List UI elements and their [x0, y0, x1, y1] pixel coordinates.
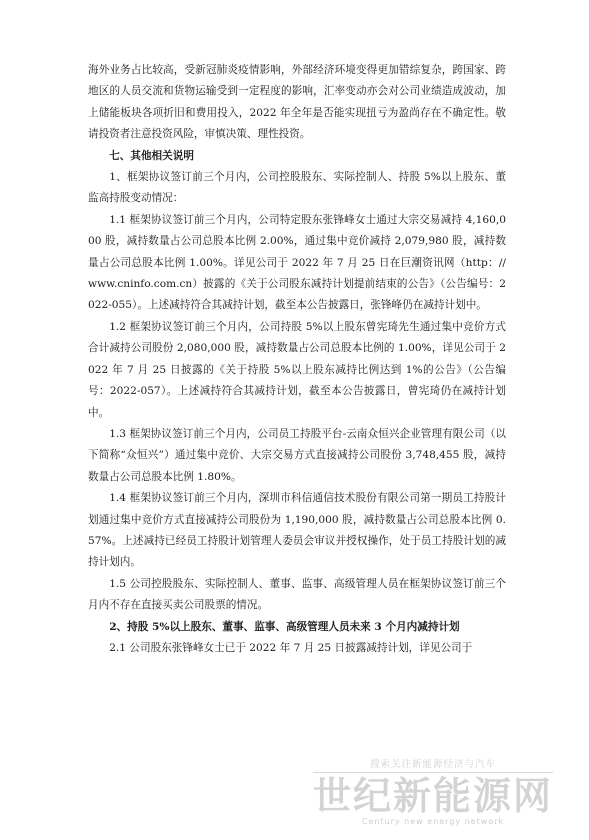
paragraph-item-1: 1、框架协议签订前三个月内，公司控股股东、实际控制人、持股 5%以上股东、董监高持股变动情况：: [88, 171, 506, 205]
paragraph-item-1-5: 1.5 公司控股股东、实际控制人、董事、监事、高级管理人员在框架协议签订前三个月内不存在直接买卖公司股票的情况。: [88, 577, 506, 612]
site-watermark: [313, 756, 553, 826]
paragraph-item-1-1: 1.1 框架协议签订前三个月内，公司特定股东张锋峰女士通过大宗交易减持 4,160,000 股，减持数量占公司总股本比例 2.00%，通过集中竞价减持 2,079,980 股，减持数量占公司总股本比例 1.00%。详见公司于 2022 年 7 月 25 日在巨潮资讯网（http：//www.cninfo.com.cn）披露的《关于公司股东减持计划提前结束的公告》（公告编号：2022-055）。上述减持符合其减持计划，截至本公告披露日，张锋峰仍在减持计划中。: [88, 213, 506, 312]
paragraph-intro: 海外业务占比较高，受新冠肺炎疫情影响，外部经济环境变得更加错综复杂，跨国家、跨地区的人员交流和货物运输受到一定程度的影响，汇率变动亦会对公司业绩造成波动，加上储能板块各项折旧和费用投入，2022 年全年是否能实现扭亏为盈尚存在不确定性。敬请投资者注意投资风险，审慎决策、理性投资。: [88, 64, 506, 141]
section-heading-2: 2、持股 5%以上股东、董事、监事、高级管理人员未来 3 个月内减持计划: [109, 620, 460, 633]
paragraph-item-1-3: 1.3 框架协议签订前三个月内，公司员工持股平台-云南众恒兴企业管理有限公司（以下简称“众恒兴”）通过集中竞价、大宗交易方式直接减持公司股份 3,748,455 股，减持数量占公司总股本比例 1.80%。: [88, 427, 506, 483]
section-heading-7: 七、其他相关说明: [109, 149, 194, 162]
watermark-logo-text: 世纪新能源网: [312, 774, 553, 818]
watermark-tagline: 搜索关注新能源经济与汽车: [313, 756, 553, 773]
paragraph-item-2-1: 2.1 公司股东张锋峰女士已于 2022 年 7 月 25 日披露减持计划，详见公司于: [109, 641, 473, 654]
document-body: [88, 60, 506, 659]
watermark-english: Century new energy network: [361, 817, 505, 826]
paragraph-item-1-2: 1.2 框架协议签订前三个月内，公司持股 5%以上股东曾宪琦先生通过集中竞价方式合计减持公司股份 2,080,000 股，减持数量占公司总股本比例的 1.00%，详见公司于 2022 年 7 月 25 日披露的《关于持股 5%以上股东减持比例达到 1%的公告》（公告编号：2022-057）。上述减持符合其减持计划，截至本公告披露日，曾宪琦仍在减持计划中。: [88, 320, 506, 419]
paragraph-item-1-4: 1.4 框架协议签订前三个月内，深圳市科信通信技术股份有限公司第一期员工持股计划通过集中竞价方式直接减持公司股份为 1,190,000 股，减持数量占公司总股本比例 0.57%。上述减持已经员工持股计划管理人委员会审议并授权操作，处于员工持股计划的减持计划内。: [88, 492, 506, 569]
